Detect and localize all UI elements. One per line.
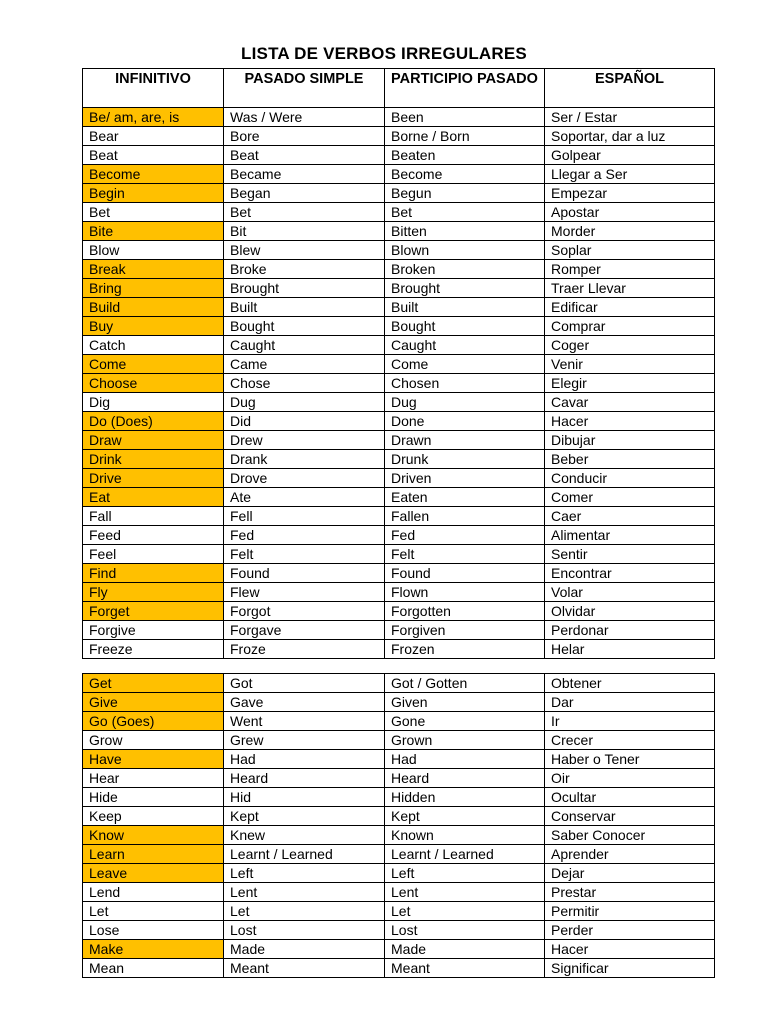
cell-espanol: Comer (545, 488, 715, 507)
cell-participio: Found (385, 564, 545, 583)
cell-infinitivo: Catch (83, 336, 224, 355)
cell-espanol: Elegir (545, 374, 715, 393)
cell-pasado-simple: Did (224, 412, 385, 431)
cell-participio: Become (385, 165, 545, 184)
cell-espanol: Beber (545, 450, 715, 469)
cell-pasado-simple: Hid (224, 788, 385, 807)
cell-pasado-simple: Bet (224, 203, 385, 222)
cell-espanol: Conducir (545, 469, 715, 488)
table-row (83, 146, 715, 165)
cell-espanol: Cavar (545, 393, 715, 412)
table-row (83, 526, 715, 545)
table-row (83, 507, 715, 526)
cell-pasado-simple: Gave (224, 693, 385, 712)
cell-infinitivo: Lend (83, 883, 224, 902)
cell-participio: Been (385, 108, 545, 127)
cell-participio: Fallen (385, 507, 545, 526)
table-row (83, 640, 715, 659)
cell-pasado-simple: Drew (224, 431, 385, 450)
cell-participio: Bitten (385, 222, 545, 241)
cell-pasado-simple: Became (224, 165, 385, 184)
cell-pasado-simple: Came (224, 355, 385, 374)
table-row (83, 393, 715, 412)
cell-participio: Gone (385, 712, 545, 731)
cell-infinitivo: Leave (83, 864, 224, 883)
cell-espanol: Golpear (545, 146, 715, 165)
cell-espanol: Hacer (545, 940, 715, 959)
table-row (83, 165, 715, 184)
cell-participio: Driven (385, 469, 545, 488)
header-infinitivo: INFINITIVO (83, 69, 224, 108)
cell-pasado-simple: Dug (224, 393, 385, 412)
cell-participio: Let (385, 902, 545, 921)
cell-espanol: Traer Llevar (545, 279, 715, 298)
cell-infinitivo: Grow (83, 731, 224, 750)
cell-infinitivo: Buy (83, 317, 224, 336)
cell-infinitivo: Break (83, 260, 224, 279)
cell-espanol: Empezar (545, 184, 715, 203)
cell-pasado-simple: Got (224, 674, 385, 693)
cell-participio: Lost (385, 921, 545, 940)
cell-infinitivo: Mean (83, 959, 224, 978)
cell-infinitivo: Find (83, 564, 224, 583)
cell-infinitivo: Be/ am, are, is (83, 108, 224, 127)
cell-espanol: Llegar a Ser (545, 165, 715, 184)
cell-pasado-simple: Ate (224, 488, 385, 507)
cell-pasado-simple: Drank (224, 450, 385, 469)
cell-infinitivo: Drive (83, 469, 224, 488)
cell-espanol: Dejar (545, 864, 715, 883)
table-row (83, 712, 715, 731)
cell-infinitivo: Know (83, 826, 224, 845)
cell-pasado-simple: Froze (224, 640, 385, 659)
cell-pasado-simple: Heard (224, 769, 385, 788)
table-row (83, 845, 715, 864)
cell-infinitivo: Bite (83, 222, 224, 241)
cell-pasado-simple: Fed (224, 526, 385, 545)
table-row (83, 298, 715, 317)
cell-pasado-simple: Fell (224, 507, 385, 526)
cell-pasado-simple: Chose (224, 374, 385, 393)
cell-participio: Lent (385, 883, 545, 902)
cell-espanol: Edificar (545, 298, 715, 317)
cell-infinitivo: Forget (83, 602, 224, 621)
cell-espanol: Comprar (545, 317, 715, 336)
cell-participio: Got / Gotten (385, 674, 545, 693)
cell-participio: Drawn (385, 431, 545, 450)
cell-participio: Bet (385, 203, 545, 222)
table-row (83, 127, 715, 146)
cell-participio: Built (385, 298, 545, 317)
cell-participio: Caught (385, 336, 545, 355)
header-pasado-simple: PASADO SIMPLE (224, 69, 385, 108)
cell-espanol: Coger (545, 336, 715, 355)
cell-infinitivo: Become (83, 165, 224, 184)
cell-participio: Had (385, 750, 545, 769)
cell-participio: Dug (385, 393, 545, 412)
cell-espanol: Alimentar (545, 526, 715, 545)
cell-infinitivo: Beat (83, 146, 224, 165)
cell-participio: Learnt / Learned (385, 845, 545, 864)
cell-pasado-simple: Made (224, 940, 385, 959)
cell-participio: Done (385, 412, 545, 431)
cell-infinitivo: Go (Goes) (83, 712, 224, 731)
cell-pasado-simple: Felt (224, 545, 385, 564)
cell-espanol: Conservar (545, 807, 715, 826)
cell-participio: Felt (385, 545, 545, 564)
cell-participio: Brought (385, 279, 545, 298)
table-row (83, 864, 715, 883)
cell-infinitivo: Draw (83, 431, 224, 450)
cell-espanol: Romper (545, 260, 715, 279)
cell-pasado-simple: Began (224, 184, 385, 203)
table-row (83, 921, 715, 940)
cell-espanol: Haber o Tener (545, 750, 715, 769)
cell-participio: Hidden (385, 788, 545, 807)
cell-participio: Bought (385, 317, 545, 336)
table-row (83, 940, 715, 959)
cell-espanol: Olvidar (545, 602, 715, 621)
verbs-table-2 (82, 673, 715, 978)
cell-infinitivo: Drink (83, 450, 224, 469)
cell-pasado-simple: Built (224, 298, 385, 317)
cell-infinitivo: Fall (83, 507, 224, 526)
table-row (83, 108, 715, 127)
table-row (83, 488, 715, 507)
cell-infinitivo: Do (Does) (83, 412, 224, 431)
cell-pasado-simple: Kept (224, 807, 385, 826)
table-row (83, 222, 715, 241)
cell-pasado-simple: Grew (224, 731, 385, 750)
cell-pasado-simple: Broke (224, 260, 385, 279)
cell-infinitivo: Choose (83, 374, 224, 393)
table-row (83, 374, 715, 393)
cell-espanol: Soportar, dar a luz (545, 127, 715, 146)
cell-participio: Heard (385, 769, 545, 788)
cell-espanol: Ser / Estar (545, 108, 715, 127)
verbs-table-1 (82, 68, 715, 659)
cell-espanol: Hacer (545, 412, 715, 431)
cell-participio: Made (385, 940, 545, 959)
cell-participio: Forgotten (385, 602, 545, 621)
table-row (83, 959, 715, 978)
cell-infinitivo: Get (83, 674, 224, 693)
page-title: LISTA DE VERBOS IRREGULARES (241, 44, 527, 63)
cell-pasado-simple: Found (224, 564, 385, 583)
table-row (83, 788, 715, 807)
cell-espanol: Apostar (545, 203, 715, 222)
cell-infinitivo: Eat (83, 488, 224, 507)
cell-pasado-simple: Bit (224, 222, 385, 241)
cell-pasado-simple: Caught (224, 336, 385, 355)
cell-participio: Flown (385, 583, 545, 602)
cell-participio: Given (385, 693, 545, 712)
cell-participio: Left (385, 864, 545, 883)
table-row (83, 336, 715, 355)
table-row (83, 902, 715, 921)
cell-participio: Drunk (385, 450, 545, 469)
cell-infinitivo: Feed (83, 526, 224, 545)
cell-participio: Broken (385, 260, 545, 279)
cell-pasado-simple: Forgave (224, 621, 385, 640)
table-row (83, 750, 715, 769)
table-row (83, 412, 715, 431)
cell-participio: Come (385, 355, 545, 374)
cell-infinitivo: Blow (83, 241, 224, 260)
cell-infinitivo: Bear (83, 127, 224, 146)
cell-infinitivo: Make (83, 940, 224, 959)
cell-espanol: Encontrar (545, 564, 715, 583)
cell-espanol: Volar (545, 583, 715, 602)
cell-espanol: Permitir (545, 902, 715, 921)
cell-infinitivo: Freeze (83, 640, 224, 659)
cell-espanol: Perdonar (545, 621, 715, 640)
cell-infinitivo: Bring (83, 279, 224, 298)
cell-pasado-simple: Drove (224, 469, 385, 488)
table-row (83, 260, 715, 279)
table-row (83, 807, 715, 826)
cell-infinitivo: Build (83, 298, 224, 317)
cell-espanol: Significar (545, 959, 715, 978)
cell-pasado-simple: Let (224, 902, 385, 921)
cell-espanol: Ir (545, 712, 715, 731)
table-row (83, 450, 715, 469)
table-row (83, 355, 715, 374)
cell-espanol: Venir (545, 355, 715, 374)
cell-espanol: Aprender (545, 845, 715, 864)
table-header-row (83, 69, 715, 108)
cell-pasado-simple: Had (224, 750, 385, 769)
cell-participio: Fed (385, 526, 545, 545)
cell-infinitivo: Give (83, 693, 224, 712)
cell-espanol: Soplar (545, 241, 715, 260)
cell-espanol: Oir (545, 769, 715, 788)
cell-participio: Borne / Born (385, 127, 545, 146)
cell-espanol: Morder (545, 222, 715, 241)
cell-infinitivo: Dig (83, 393, 224, 412)
cell-infinitivo: Begin (83, 184, 224, 203)
cell-participio: Grown (385, 731, 545, 750)
table-row (83, 826, 715, 845)
cell-infinitivo: Let (83, 902, 224, 921)
table-row (83, 883, 715, 902)
cell-infinitivo: Feel (83, 545, 224, 564)
cell-espanol: Crecer (545, 731, 715, 750)
cell-espanol: Ocultar (545, 788, 715, 807)
cell-pasado-simple: Blew (224, 241, 385, 260)
cell-pasado-simple: Knew (224, 826, 385, 845)
cell-participio: Chosen (385, 374, 545, 393)
cell-participio: Kept (385, 807, 545, 826)
cell-infinitivo: Have (83, 750, 224, 769)
cell-infinitivo: Learn (83, 845, 224, 864)
cell-infinitivo: Keep (83, 807, 224, 826)
table-row (83, 317, 715, 336)
cell-espanol: Obtener (545, 674, 715, 693)
cell-pasado-simple: Brought (224, 279, 385, 298)
cell-espanol: Prestar (545, 883, 715, 902)
table-row (83, 241, 715, 260)
cell-pasado-simple: Forgot (224, 602, 385, 621)
cell-espanol: Dar (545, 693, 715, 712)
cell-participio: Forgiven (385, 621, 545, 640)
cell-espanol: Caer (545, 507, 715, 526)
cell-pasado-simple: Was / Were (224, 108, 385, 127)
cell-participio: Beaten (385, 146, 545, 165)
table-row (83, 545, 715, 564)
table-row (83, 203, 715, 222)
table-row (83, 731, 715, 750)
cell-participio: Frozen (385, 640, 545, 659)
cell-infinitivo: Bet (83, 203, 224, 222)
cell-infinitivo: Hear (83, 769, 224, 788)
table-row (83, 583, 715, 602)
cell-espanol: Perder (545, 921, 715, 940)
cell-pasado-simple: Meant (224, 959, 385, 978)
cell-espanol: Dibujar (545, 431, 715, 450)
cell-pasado-simple: Lost (224, 921, 385, 940)
cell-pasado-simple: Beat (224, 146, 385, 165)
cell-espanol: Sentir (545, 545, 715, 564)
cell-pasado-simple: Left (224, 864, 385, 883)
cell-infinitivo: Come (83, 355, 224, 374)
cell-pasado-simple: Lent (224, 883, 385, 902)
cell-espanol: Saber Conocer (545, 826, 715, 845)
cell-pasado-simple: Bought (224, 317, 385, 336)
cell-participio: Begun (385, 184, 545, 203)
table-row (83, 769, 715, 788)
verbs-table-2-body (83, 674, 715, 978)
verbs-table-1-body (83, 108, 715, 659)
table-row (83, 693, 715, 712)
cell-infinitivo: Hide (83, 788, 224, 807)
header-espanol: ESPAÑOL (545, 69, 715, 108)
cell-infinitivo: Forgive (83, 621, 224, 640)
table-row (83, 184, 715, 203)
table-row (83, 469, 715, 488)
table-row (83, 279, 715, 298)
cell-pasado-simple: Bore (224, 127, 385, 146)
table-row (83, 431, 715, 450)
cell-participio: Blown (385, 241, 545, 260)
cell-participio: Eaten (385, 488, 545, 507)
table-row (83, 621, 715, 640)
table-row (83, 564, 715, 583)
cell-participio: Known (385, 826, 545, 845)
cell-pasado-simple: Flew (224, 583, 385, 602)
table-row (83, 602, 715, 621)
cell-pasado-simple: Learnt / Learned (224, 845, 385, 864)
cell-espanol: Helar (545, 640, 715, 659)
table-row (83, 674, 715, 693)
cell-pasado-simple: Went (224, 712, 385, 731)
cell-infinitivo: Lose (83, 921, 224, 940)
header-participio-pasado: PARTICIPIO PASADO (385, 69, 545, 108)
cell-participio: Meant (385, 959, 545, 978)
cell-infinitivo: Fly (83, 583, 224, 602)
